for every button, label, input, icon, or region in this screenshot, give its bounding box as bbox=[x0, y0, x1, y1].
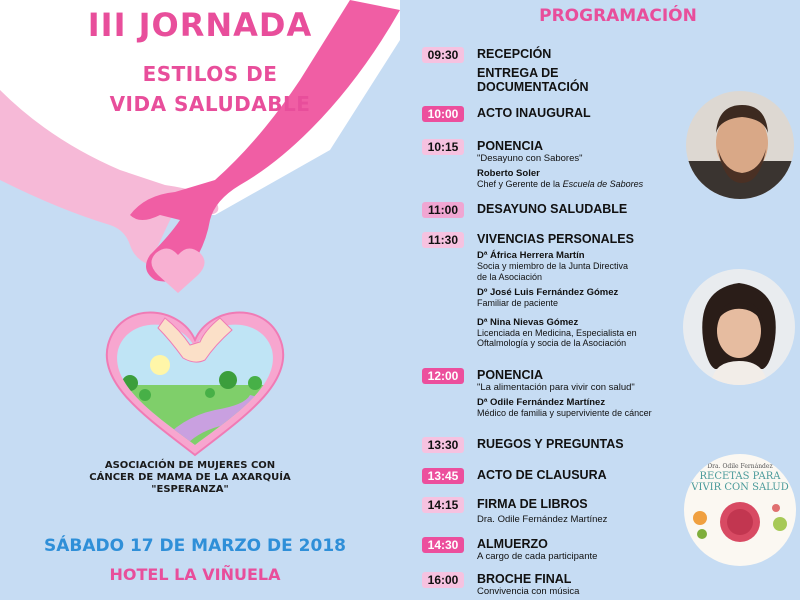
speaker-name: Dª Nina Nievas Gómez bbox=[477, 316, 579, 328]
speaker-photo-roberto-soler bbox=[686, 91, 794, 199]
time-badge: 14:30 bbox=[422, 537, 464, 553]
speaker-role: Socia y miembro de la Junta Directiva bbox=[477, 261, 629, 271]
event-date: SÁBADO 17 DE MARZO DE 2018 bbox=[43, 536, 347, 556]
item-subtitle: A cargo de cada participante bbox=[477, 551, 598, 562]
event-venue: HOTEL LA VIÑUELA bbox=[109, 565, 281, 584]
time-badge: 10:15 bbox=[422, 139, 464, 155]
item-title: ACTO DE CLAUSURA bbox=[477, 468, 607, 482]
item-title: DESAYUNO SALUDABLE bbox=[477, 202, 628, 216]
item-title: RUEGOS Y PREGUNTAS bbox=[477, 437, 624, 451]
item-subtitle: Convivencia con música bbox=[477, 586, 580, 597]
item-title: ACTO INAUGURAL bbox=[477, 106, 591, 120]
item-title: ALMUERZO bbox=[477, 537, 548, 551]
item-title: BROCHE FINAL bbox=[477, 572, 572, 586]
speaker-name: Dª África Herrera Martín bbox=[477, 250, 585, 261]
item-title: RECEPCIÓN bbox=[477, 47, 552, 61]
item-subtitle: "La alimentación para vivir con salud" bbox=[477, 382, 635, 393]
speaker-role: Licenciada en Medicina, Especialista en bbox=[477, 327, 637, 338]
item-title: PONENCIA bbox=[477, 368, 543, 382]
item-title: DOCUMENTACIÓN bbox=[477, 80, 589, 94]
time-badge: 11:00 bbox=[422, 202, 464, 218]
item-title: PONENCIA bbox=[477, 139, 543, 153]
event-subtitle-line1: ESTILOS DE bbox=[142, 62, 278, 86]
speaker-role: Oftalmología y socia de la Asociación bbox=[477, 338, 627, 348]
book-cover bbox=[684, 454, 796, 566]
speaker-photo-odile-fernandez bbox=[683, 269, 795, 385]
food-illustration bbox=[684, 494, 796, 566]
item-title: FIRMA DE LIBROS bbox=[477, 497, 588, 511]
speaker-role: Chef y Gerente de la Escuela de Sabores bbox=[477, 179, 644, 189]
book-title: RECETAS PARA VIVIR CON SALUD bbox=[691, 471, 789, 493]
item-subtitle: Dra. Odile Fernández Martínez bbox=[477, 514, 608, 525]
time-badge: 13:45 bbox=[422, 468, 464, 484]
time-badge: 12:00 bbox=[422, 368, 464, 384]
association-line: "ESPERANZA" bbox=[151, 484, 229, 495]
speaker-name: Dº José Luis Fernández Gómez bbox=[477, 287, 619, 298]
speaker-role: Familiar de paciente bbox=[477, 298, 559, 308]
speaker-role: Médico de familia y superviviente de cáncer bbox=[477, 408, 652, 418]
event-subtitle-line2: VIDA SALUDABLE bbox=[109, 92, 311, 116]
time-badge: 11:30 bbox=[422, 232, 464, 248]
speaker-role: de la Asociación bbox=[477, 271, 543, 282]
avatar bbox=[683, 269, 795, 385]
time-badge: 13:30 bbox=[422, 437, 464, 453]
event-title: III JORNADA bbox=[87, 6, 313, 44]
avatar bbox=[686, 91, 794, 199]
association-line: ASOCIACIÓN DE MUJERES CON bbox=[104, 460, 276, 471]
time-badge: 16:00 bbox=[422, 572, 464, 588]
association-line: CÁNCER DE MAMA DE LA AXARQUÍA bbox=[89, 472, 291, 483]
program-title: PROGRAMACIÓN bbox=[539, 6, 697, 26]
item-subtitle: "Desayuno con Sabores" bbox=[477, 153, 583, 164]
item-title: ENTREGA DE bbox=[477, 66, 559, 80]
time-badge: 09:30 bbox=[422, 47, 464, 63]
book-author: Dra. Odile Fernández bbox=[707, 463, 773, 470]
time-badge: 10:00 bbox=[422, 106, 464, 122]
time-badge: 14:15 bbox=[422, 497, 464, 513]
speaker-name: Roberto Soler bbox=[477, 168, 540, 179]
speaker-name: Dª Odile Fernández Martínez bbox=[477, 397, 606, 408]
item-title: VIVENCIAS PERSONALES bbox=[477, 232, 634, 246]
association-name bbox=[60, 460, 320, 496]
